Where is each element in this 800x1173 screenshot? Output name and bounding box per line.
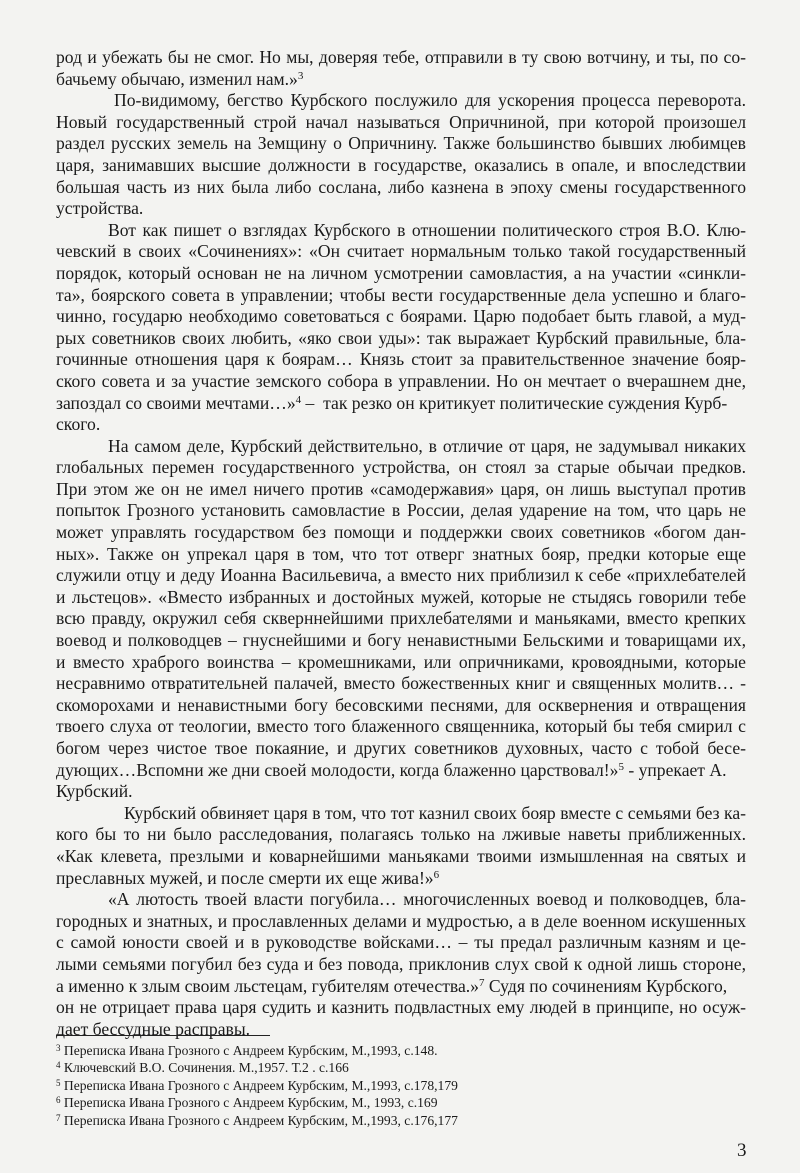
text-line: несравнимо отвратительней палачей, вместо божественных книг и священных молитв… - <box>56 673 746 694</box>
text-line: и вместо храброго воинства – кромешниками, или опричниками, кровоядными, которые <box>56 651 746 672</box>
text-line: Курбский обвиняет царя в том, что тот казнил своих бояр вместе с семьями без ка- <box>124 802 746 823</box>
text-line: преславных мужей, и после смерти их еще жива!»$^6$ <box>56 867 440 888</box>
text-line: ского. <box>56 414 101 435</box>
text-line: большая часть из них была либо сослана, либо казнена в эпоху смены государственного <box>56 176 746 197</box>
footnote <box>56 1112 458 1129</box>
text-line: может управлять государством без помощи и поддержки своих советников «богом дан- <box>56 522 746 543</box>
footnote-number: 5 <box>56 1077 61 1088</box>
footnote-text: Переписка Ивана Грозного с Андреем Курбским, М.,1993, с.176,177 <box>63 1112 458 1128</box>
text-line: царя, занимавших высшие должности в государстве, оказались в опале, и впоследствии <box>56 154 746 175</box>
text-line: кого бы то ни было расследования, полагаясь только на лживые наветы приближенных. <box>56 824 746 845</box>
text-line: бачьему обычаю, изменил нам.»$^3$ <box>56 68 304 89</box>
text-line: ского совета и за участие земского собора в управлении. Но он мечтает о вчерашнем дне, <box>56 370 746 391</box>
text-line: и льстецов». «Вместо избранных и достойных мужей, которые не стыдясь говорили тебе <box>56 586 746 607</box>
text-line: По-видимому, бегство Курбского послужило для ускорения процесса переворота. <box>114 90 746 111</box>
page-number: 3 <box>737 1140 747 1161</box>
text-line: Новый государственный строй начал называться Опричниной, при которой произошел <box>56 111 746 132</box>
footnote <box>56 1042 458 1059</box>
footnote-ref: 3 <box>297 69 304 82</box>
footnote-ref: 6 <box>433 868 440 881</box>
text-line: дующих…Вспомни же дни своей молодости, когда блаженно царствовал!»$^5$ - упрекает А. <box>56 759 727 780</box>
text-line: рых советников своих любить, «яко свои уды»: так выражает Курбский правильные, бла- <box>56 327 746 348</box>
text-line: городных и знатных, и прославленных делами и мудростью, а в деле военном искушенных <box>56 910 746 931</box>
footnote-number: 4 <box>56 1060 61 1071</box>
footnote-ref: 7 <box>478 976 485 989</box>
text-line: род и убежать бы не смог. Но мы, доверяя тебе, отправили в ту свою вотчину, и ты, по со- <box>56 47 746 67</box>
footnote-number: 7 <box>56 1112 61 1123</box>
text-line: «А лютость твоей власти погубила… многочисленных воевод и полководцев, бла- <box>108 889 746 910</box>
text-line: чинно, государю необходимо советоваться с боярами. Царю подобает быть главой, а муд- <box>56 306 746 327</box>
footnote-text: Переписка Ивана Грозного с Андреем Курбским, М., 1993, с.169 <box>63 1095 438 1111</box>
text-line: та», боярского совета в управлении; чтобы вести государственные дела успешно и благо- <box>56 284 746 305</box>
text-line: При этом же он не имел ничего против «самодержавия» царя, он лишь выступал против <box>56 478 746 499</box>
text-line: он не отрицает права царя судить и казнить подвластных ему людей в принципе, но осуж- <box>56 997 746 1018</box>
text-line: гочинные отношения царя к боярам… Князь стоит за правительственное значение бояр- <box>56 349 746 370</box>
text-line: порядок, который основан не на личном усмотрении самовластия, а на участии «синкли- <box>56 262 746 283</box>
text-line: а именно к злым своим льстецам, губителям отечества.»$^7$ Судя по сочинениям Курбского, <box>56 975 728 996</box>
text-line: ных». Также он упрекал царя в том, что тот отверг знатных бояр, предки которые еще <box>56 543 746 564</box>
text-line: глобальных перемен государственного устройства, он стоял за старые обычаи предков. <box>56 457 746 478</box>
body-text <box>56 47 746 1040</box>
footnote-number: 6 <box>56 1095 61 1106</box>
text-line: лыми семьями погубил без суда и без повода, приклонив слух свой к одной лишь стороне, <box>56 953 746 974</box>
footnote-ref: 5 <box>618 760 624 773</box>
text-line: с самой юности своей и в руководстве войсками… – ты предал различным казням и це- <box>56 932 746 953</box>
footnotes <box>56 1042 458 1129</box>
footnote-number: 3 <box>56 1043 61 1053</box>
text-line: На самом деле, Курбский действительно, в отличие от царя, не задумывал никаких <box>108 435 746 456</box>
text-line: Курбский. <box>56 781 133 802</box>
footnote <box>56 1094 458 1111</box>
text-line: попыток Грозного установить самовластие в России, делая ударение на том, что царь не <box>56 500 746 521</box>
text-line: запоздал со своими мечтами…»$^4$ – так резко он критикует политические суждения Курб- <box>56 392 728 413</box>
text-line: всю правду, окружил себя скверннейшими прихлебателями и маньяками, вместо крепких <box>56 608 746 629</box>
footnote-ref: 4 <box>295 393 302 406</box>
footnote-text: Переписка Ивана Грозного с Андреем Курбским, М.,1993, с.148. <box>63 1043 438 1058</box>
text-line: служили отцу и деду Иоанна Васильевича, а вместо них приблизил к себе «прихлебателей <box>56 565 746 586</box>
footnote <box>56 1077 458 1094</box>
text-line: скоморохами и ненавистными богу бесовскими песнями, для осквернения и отвращения <box>56 694 746 715</box>
text-line: богом через чистое твое покаяние, и других советников духовных, часто с тобой бесе- <box>56 738 746 758</box>
footnote <box>56 1059 458 1076</box>
text-line: твоего слуха от теологии, вместо того блаженного священника, который бы тебя смирил с <box>56 716 746 737</box>
footnote-divider <box>56 1035 270 1036</box>
text-line: «Как клевета, презлыми и коварнейшими маньяками твоими измышленная на святых и <box>56 845 746 866</box>
text-line: Вот как пишет о взглядах Курбского в отношении политического строя В.О. Клю- <box>108 219 746 240</box>
text-line: раздел русских земель на Земщину о Опричнину. Также большинство бывших любимцев <box>56 133 746 154</box>
footnote-text: Переписка Ивана Грозного с Андреем Курбским, М.,1993, с.178,179 <box>63 1077 458 1093</box>
footnote-text: Ключевский В.О. Сочинения. М.,1957. Т.2 . с.166 <box>63 1060 349 1076</box>
text-line: дает бессудные расправы. <box>56 1018 251 1039</box>
text-line: воевод и полководцев – гнуснейшими и богу ненавистными Бельскими и товарищами их, <box>56 630 746 651</box>
text-line: устройства. <box>56 198 144 219</box>
text-line: чевский в своих «Сочинениях»: «Он считает нормальным только такой государственный <box>56 241 746 262</box>
